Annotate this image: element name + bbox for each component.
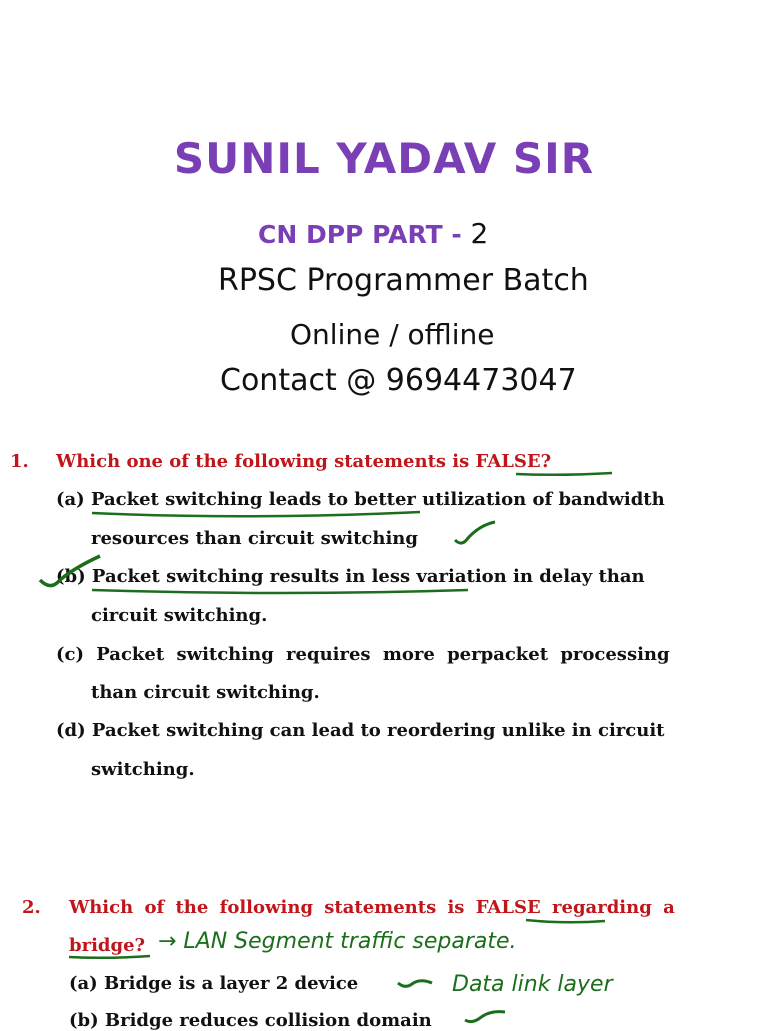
question-1-text: Which one of the following statements is FALSE? bbox=[56, 451, 552, 472]
handwritten-mode-line: Online / offline bbox=[290, 318, 495, 351]
option-2b: (b) Bridge reduces collision domain bbox=[69, 1010, 432, 1031]
underline-false-q1 bbox=[516, 473, 612, 475]
question-1-number: 1. bbox=[10, 451, 29, 472]
question-2-number: 2. bbox=[22, 897, 41, 918]
option-1a-line2: resources than circuit switching bbox=[91, 528, 418, 549]
question-2-text-line2: bridge? bbox=[69, 935, 146, 956]
annotation-lan-segment: → LAN Segment traffic separate. bbox=[158, 929, 517, 954]
subtitle-label: CN DPP PART - bbox=[258, 220, 462, 249]
subtitle-part-number: 2 bbox=[470, 217, 489, 250]
check-mark-2a bbox=[398, 981, 432, 987]
option-1c-line1: (c) Packet switching requires more perpacket processing bbox=[56, 644, 670, 665]
option-2a: (a) Bridge is a layer 2 device bbox=[69, 973, 359, 994]
option-1c-line2: than circuit switching. bbox=[91, 682, 320, 703]
handwritten-batch-line: RPSC Programmer Batch bbox=[218, 263, 589, 298]
page-title: SUNIL YADAV SIR bbox=[173, 134, 595, 183]
handwritten-contact-line: Contact @ 9694473047 bbox=[220, 363, 577, 398]
underline-bridge bbox=[69, 956, 150, 958]
question-2-text-line1: Which of the following statements is FALSE regarding a bbox=[69, 897, 675, 918]
check-mark-1a bbox=[455, 522, 495, 543]
option-1a-line1: (a) Packet switching leads to better utilization of bandwidth bbox=[56, 489, 665, 510]
option-1d-line2: switching. bbox=[91, 759, 195, 780]
option-1b-line2: circuit switching. bbox=[91, 605, 268, 626]
underline-false-q2 bbox=[526, 920, 605, 922]
option-1b-line1: (b) Packet switching results in less variation in delay than bbox=[56, 566, 645, 587]
underline-option-1a bbox=[92, 512, 420, 516]
page-subtitle bbox=[258, 217, 488, 250]
underline-option-1b bbox=[92, 590, 468, 593]
option-1d-line1: (d) Packet switching can lead to reordering unlike in circuit bbox=[56, 720, 665, 741]
annotation-data-link-layer: Data link layer bbox=[452, 972, 613, 997]
check-mark-2b bbox=[465, 1012, 505, 1022]
